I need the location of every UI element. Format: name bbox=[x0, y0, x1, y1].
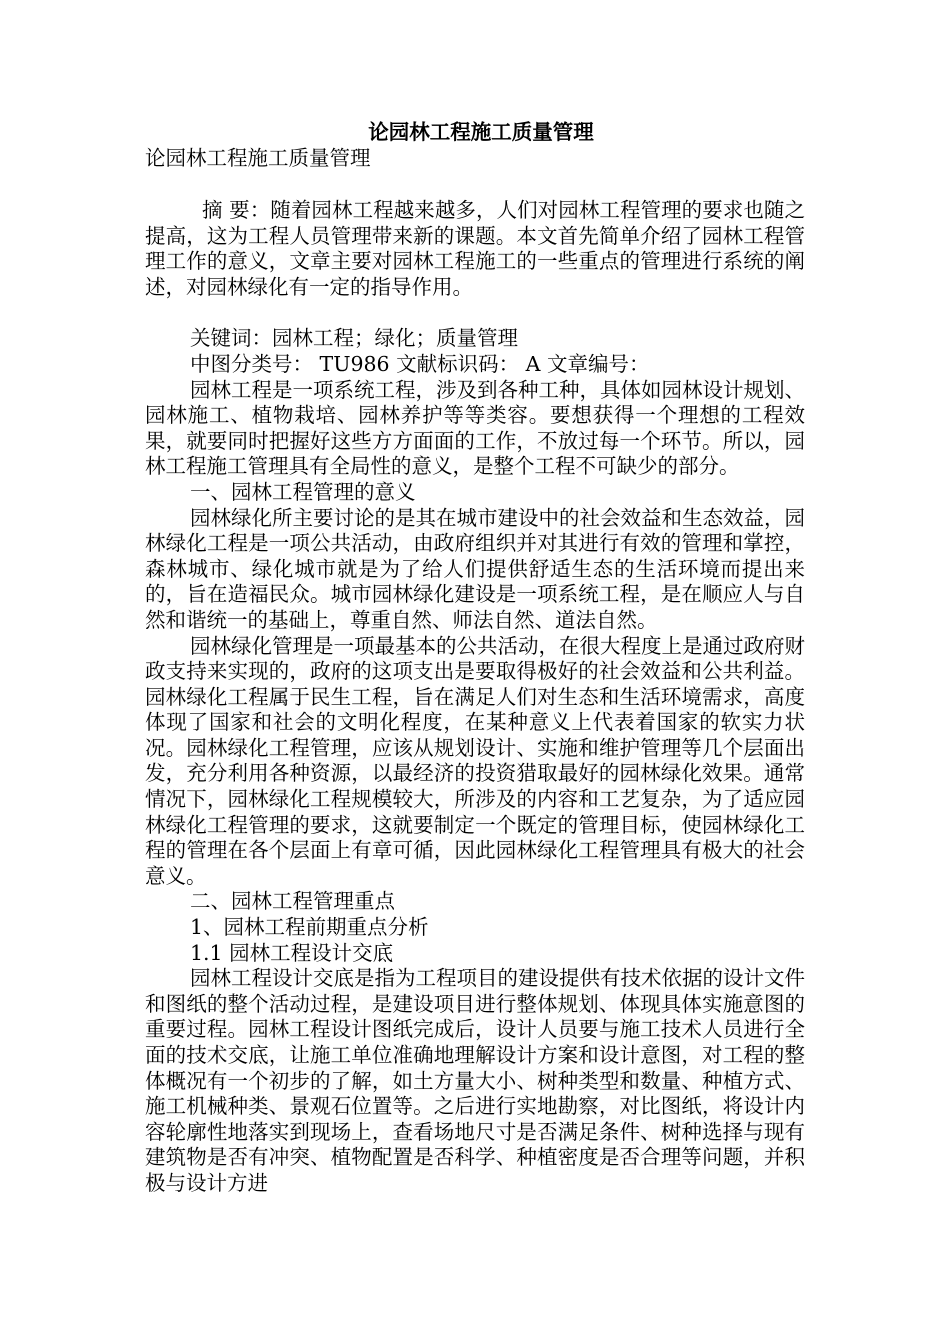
spacer bbox=[145, 300, 805, 326]
abstract-paragraph: 摘 要：随着园林工程越来越多，人们对园林工程管理的要求也随之提高，这为工程人员管理带来新的课题。本文首先简单介绍了园林工程管理工作的意义，文章主要对园林工程施工的一些重点的管理进行系统的阐述，对园林绿化有一定的指导作用。 bbox=[145, 198, 805, 299]
section-heading-2: 二、园林工程管理重点 bbox=[190, 889, 395, 914]
section-1-paragraph-1: 园林绿化所主要讨论的是其在城市建设中的社会效益和生态效益，园林绿化工程是一项公共活动，由政府组织并对其进行有效的管理和掌控，森林城市、绿化城市就是为了给人们提供舒适生态的生活环境而提出来的，旨在造福民众。城市园林绿化建设是一项系统工程，是在顺应人与自然和谐统一的基础上，尊重自然、师法自然、道法自然。 bbox=[145, 505, 805, 632]
section-2-paragraph-1: 园林工程设计交底是指为工程项目的建设提供有技术依据的设计文件和图纸的整个活动过程，是建设项目进行整体规划、体现具体实施意图的重要过程。园林工程设计图纸完成后，设计人员要与施工技术人员进行全面的技术交底，让施工单位准确地理解设计方案和设计意图，对工程的整体概况有一个初步的了解，如土方量大小、树种类型和数量、种植方式、施工机械种类、景观石位置等。之后进行实地勘察，对比图纸，将设计内容轮廓性地落实到现场上，查看场地尺寸是否满足条件、树种选择与现有建筑物是否有冲突、植物配置是否科学、种植密度是否合理等问题，并积极与设计方进 bbox=[145, 966, 805, 1195]
subsection-heading-2-1-1: 1.1 园林工程设计交底 bbox=[190, 940, 394, 965]
keywords-line: 关键词：园林工程；绿化；质量管理 bbox=[190, 326, 518, 351]
section-heading-1: 一、园林工程管理的意义 bbox=[190, 479, 416, 504]
document-page bbox=[145, 120, 805, 1197]
section-1-paragraph-2: 园林绿化管理是一项最基本的公共活动，在很大程度上是通过政府财政支持来实现的，政府的这项支出是要取得极好的社会效益和公共利益。园林绿化工程属于民生工程，旨在满足人们对生态和生活环境需求，高度体现了国家和社会的文明化程度，在某种意义上代表着国家的软实力状况。园林绿化工程管理，应该从规划设计、实施和维护管理等几个层面出发，充分利用各种资源，以最经济的投资猎取最好的园林绿化效果。通常情况下，园林绿化工程规模较大，所涉及的内容和工艺复杂，为了适应园林绿化工程管理的要求，这就要制定一个既定的管理目标，使园林绿化工程的管理在各个层面上有章可循，因此园林绿化工程管理具有极大的社会意义。 bbox=[145, 633, 805, 888]
document-title: 论园林工程施工质量管理 bbox=[368, 120, 594, 144]
document-subtitle: 论园林工程施工质量管理 bbox=[145, 146, 371, 170]
subsection-heading-2-1: 1、园林工程前期重点分析 bbox=[190, 915, 429, 940]
classification-line: 中图分类号： TU986 文献标识码： A 文章编号： bbox=[190, 351, 650, 376]
spacer bbox=[145, 172, 805, 198]
intro-paragraph: 园林工程是一项系统工程，涉及到各种工种，具体如园林设计规划、园林施工、植物栽培、园林养护等等类容。要想获得一个理想的工程效果，就要同时把握好这些方方面面的工作，不放过每一个环节。所以，园林工程施工管理具有全局性的意义，是整个工程不可缺少的部分。 bbox=[145, 377, 805, 479]
